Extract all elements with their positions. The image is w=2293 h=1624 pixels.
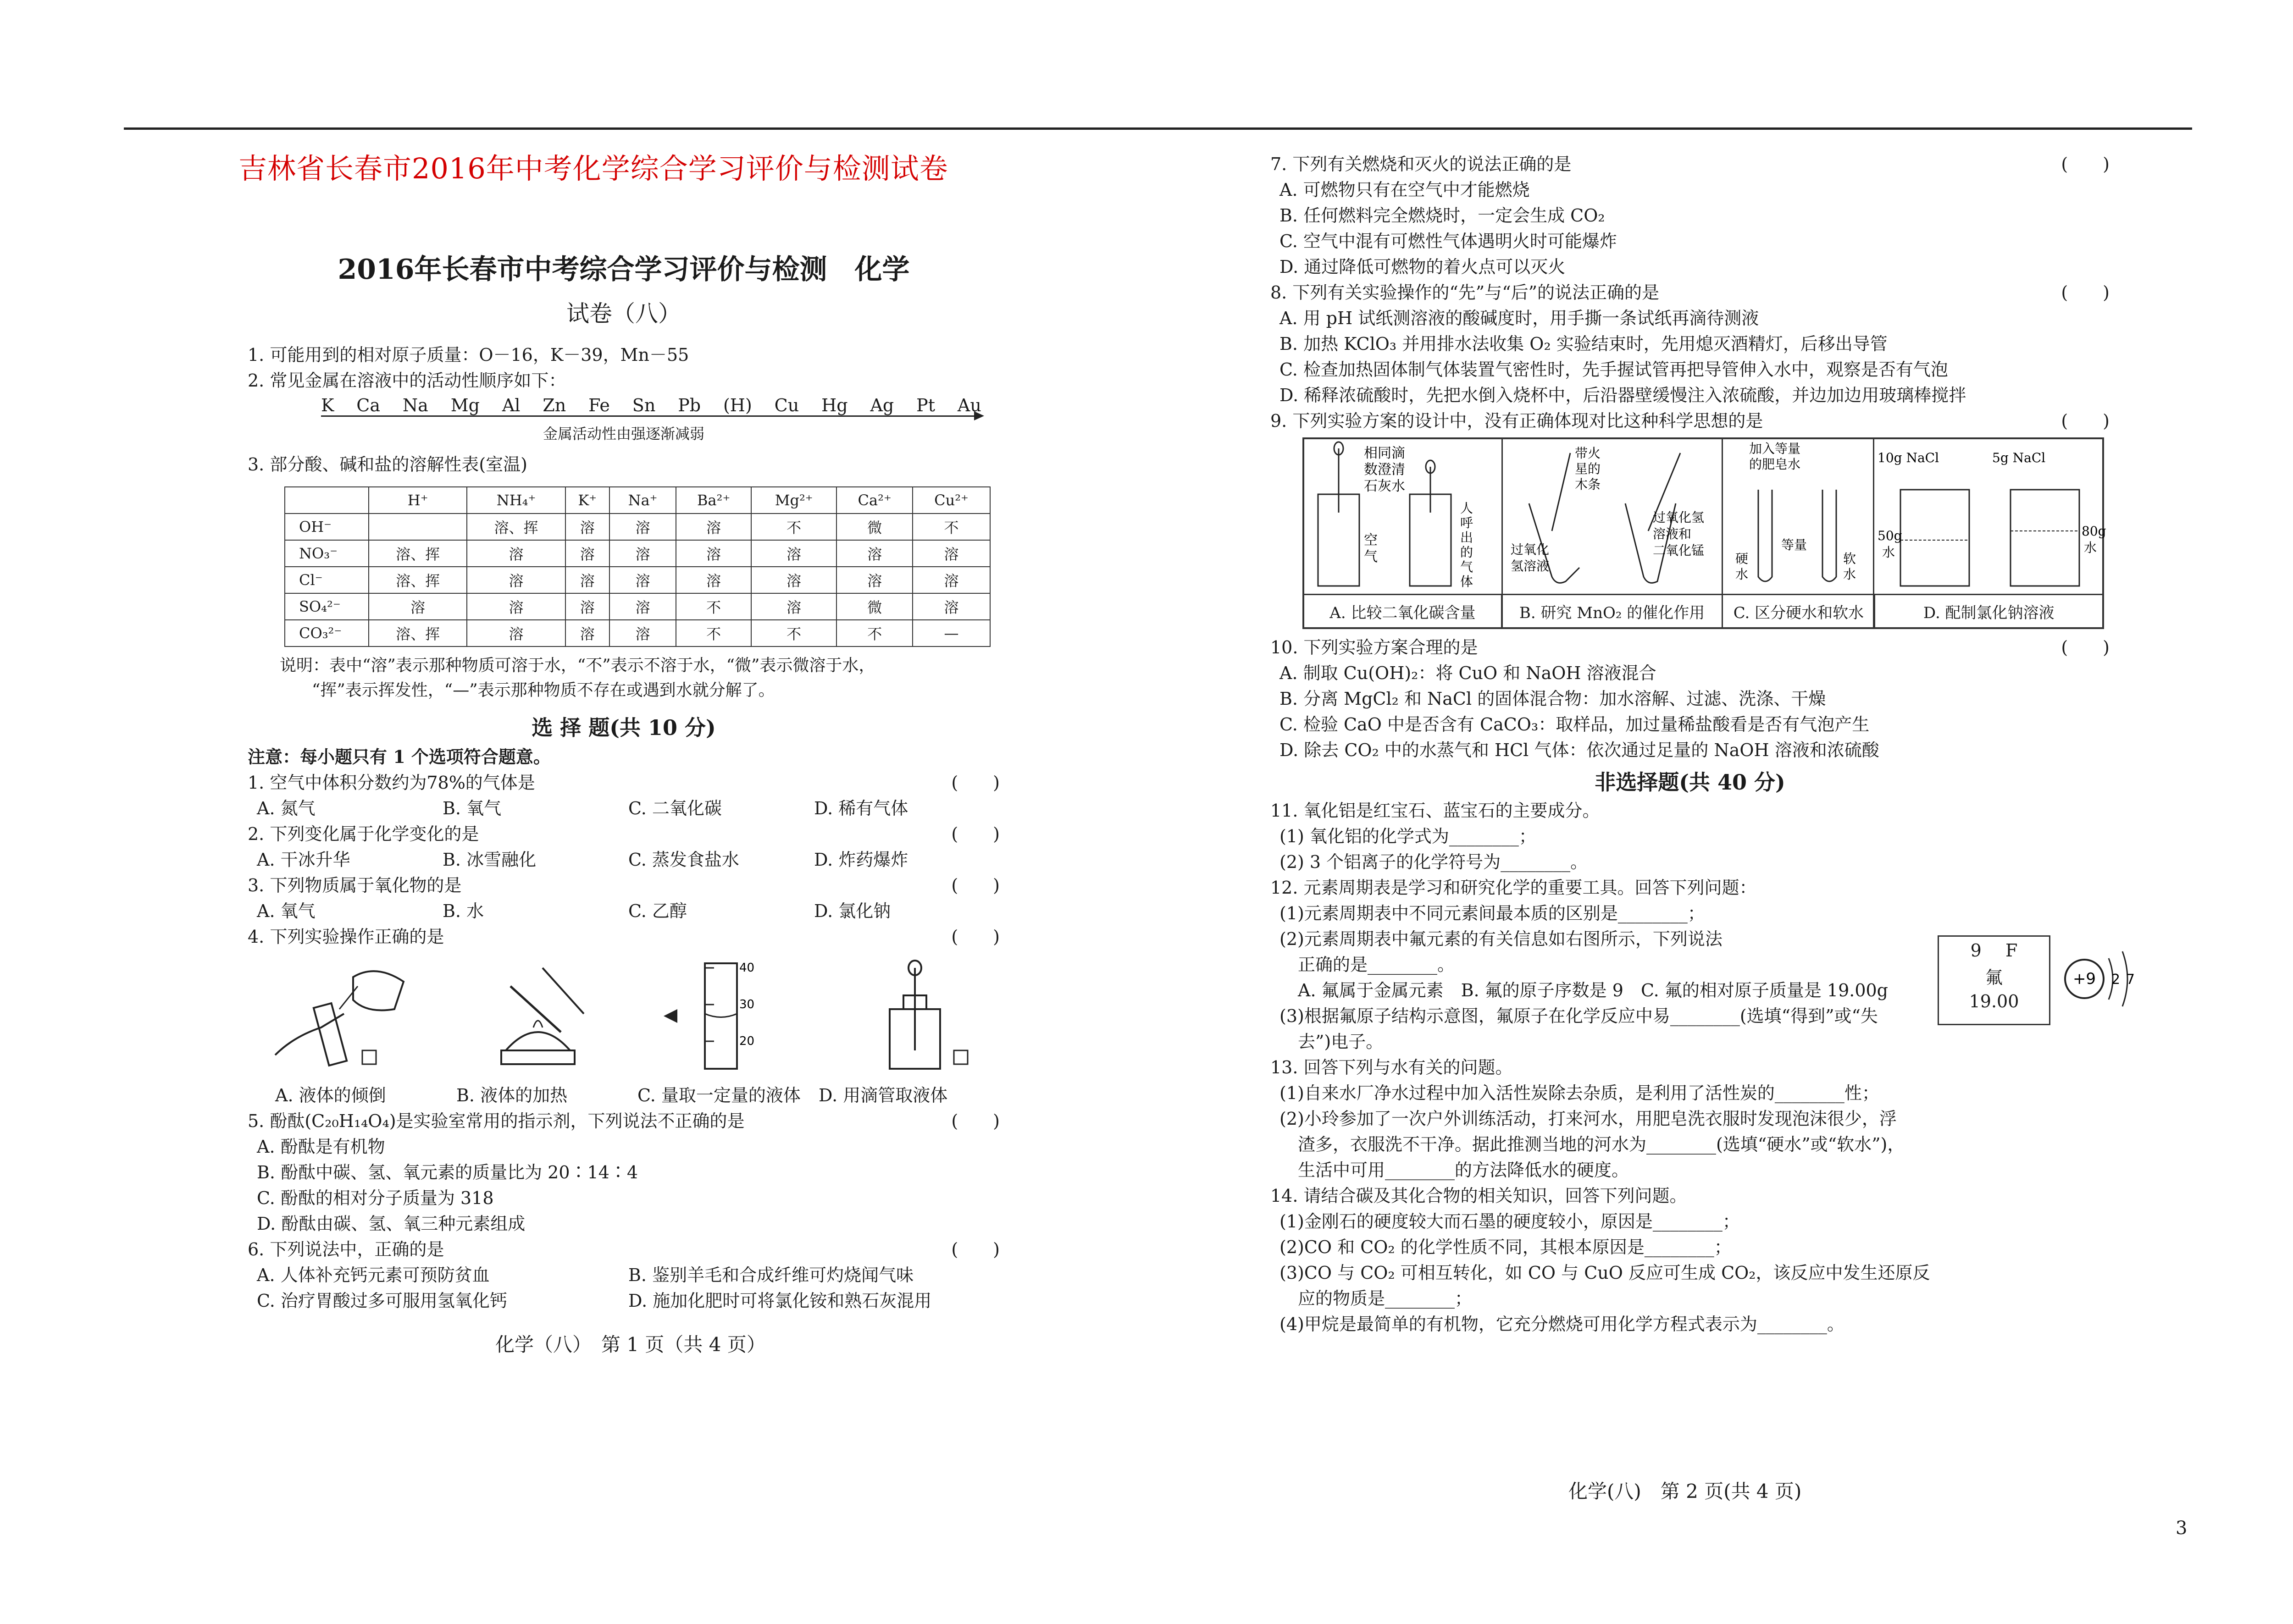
option: B. 分离 MgCl₂ 和 NaCl 的固体混合物：加水溶解、过滤、洗涤、干燥: [1279, 689, 1826, 709]
table-cell: OH⁻: [285, 514, 369, 540]
shell-1-electrons: 2: [2111, 972, 2121, 988]
element-symbol: F: [2005, 940, 2018, 961]
question-stem: 6. 下列说法中，正确的是: [248, 1239, 444, 1259]
page-2: [1270, 151, 2110, 1337]
table-cell: 溶: [609, 514, 676, 540]
table-cell: Na⁺: [609, 487, 676, 514]
table-note-line: “挥”表示挥发性，“—”表示那种物质不存在或遇到水就分解了。: [312, 681, 775, 700]
table-cell: 溶: [676, 567, 751, 593]
caption: A. 比较二氧化碳含量: [1304, 595, 1502, 627]
nacl-solution-figure: [1873, 439, 2106, 595]
table-cell: 溶: [565, 567, 609, 593]
table-cell: 溶: [467, 593, 565, 620]
option: C. 蒸发食盐水: [628, 850, 739, 870]
question-stem: 9. 下列实验方案的设计中，没有正确体现对比这种科学思想的是: [1270, 411, 1763, 431]
table-cell: 溶: [609, 593, 676, 620]
question-7: [1270, 151, 2110, 177]
table-note: [248, 653, 1000, 703]
sub-question: (1)自来水厂净水过程中加入活性炭除去杂质，是利用了活性炭的________性；: [1279, 1083, 1879, 1103]
table-cell: 溶: [565, 514, 609, 540]
table-cell: 溶: [676, 540, 751, 567]
table-cell: 不: [751, 514, 836, 540]
dropper-figure: [835, 959, 1000, 1073]
option: D. 施加化肥时可将氯化铵和熟石灰混用: [628, 1291, 932, 1311]
nonchoice-section-title: 非选择题(共 40 分): [1595, 770, 1785, 795]
figure-label: 数澄清: [1364, 462, 1405, 478]
question-stem: 4. 下列实验操作正确的是: [248, 927, 444, 947]
table-cell: NO₃⁻: [285, 540, 369, 567]
metal: Ca: [356, 395, 381, 415]
table-cell: 不: [913, 514, 990, 540]
option: A. 可燃物只有在空气中才能燃烧: [1279, 180, 1530, 200]
metal: Sn: [632, 395, 656, 415]
question-4-options: [248, 1083, 1000, 1108]
table-cell: Mg²⁺: [751, 487, 836, 514]
sub-question: 正确的是________。: [1298, 955, 1455, 975]
option: D. 通过降低可燃物的着火点可以灭火: [1279, 257, 1566, 277]
figure-label: 体: [1460, 574, 1473, 589]
question-1-options: [248, 795, 1000, 821]
sub-question: (1)金刚石的硬度较大而石墨的硬度较小，原因是________；: [1279, 1211, 1740, 1232]
caption: B. 研究 MnO₂ 的催化作用: [1502, 595, 1723, 627]
element-card-top: [1939, 940, 2049, 961]
question-stem: 3. 下列物质属于氧化物的是: [248, 875, 462, 895]
figure-label: 溶液和: [1653, 526, 1692, 541]
choice-section-title: 选 择 题(共 10 分): [532, 715, 716, 740]
metal: Ag: [870, 395, 894, 415]
answer-blank[interactable]: ( ): [951, 824, 1000, 844]
series-note: 金属活动性由强逐渐减弱: [543, 425, 704, 442]
option: D. 氯化钠: [814, 901, 891, 921]
table-row: [285, 514, 990, 540]
answer-blank[interactable]: ( ): [951, 927, 1000, 947]
option: D. 炸药爆炸: [814, 850, 908, 870]
page-footer: 化学(八) 第 2 页(共 4 页): [1568, 1480, 1802, 1502]
figure-label: 硬: [1735, 551, 1749, 566]
option: A. 人体补充钙元素可预防贫血: [257, 1265, 490, 1285]
sub-question: A. 氟属于金属元素 B. 氟的原子序数是 9 C. 氟的相对原子质量是 19.00g: [1298, 980, 1889, 1000]
question-stem: 2. 下列变化属于化学变化的是: [248, 824, 479, 844]
question-3-options: [248, 898, 1000, 924]
question-4-figures: [248, 950, 1000, 1083]
figure-label: 水: [1843, 567, 1856, 582]
option: C. 二氧化碳: [628, 798, 722, 818]
table-cell: Ba²⁺: [676, 487, 751, 514]
answer-blank[interactable]: ( ): [2061, 411, 2110, 431]
question-2: [248, 821, 1000, 847]
option: C. 空气中混有可燃性气体遇明火时可能爆炸: [1279, 231, 1617, 251]
question-stem: 10. 下列实验方案合理的是: [1270, 637, 1478, 657]
table-cell: 溶: [609, 540, 676, 567]
sub-question: (1)元素周期表中不同元素间最本质的区别是________；: [1279, 903, 1705, 923]
table-cell: 溶: [565, 620, 609, 646]
figure-label: 加入等量: [1749, 441, 1801, 456]
answer-blank[interactable]: ( ): [2061, 637, 2110, 657]
question-stem: 5. 酚酞(C₂₀H₁₄O₄)是实验室常用的指示剂，下列说法不正确的是: [248, 1111, 745, 1131]
table-cell: 溶、挥: [369, 540, 467, 567]
figure-label: 人: [1460, 501, 1473, 516]
metal: K: [321, 395, 334, 415]
table-cell: 溶: [369, 593, 467, 620]
figure-label: 氢溶液: [1511, 558, 1550, 574]
table-cell: 溶: [565, 540, 609, 567]
question-12: 12. 元素周期表是学习和研究化学的重要工具。回答下列问题：: [1270, 878, 1757, 898]
answer-blank[interactable]: ( ): [951, 1111, 1000, 1131]
option: B. 液体的加热: [456, 1085, 568, 1105]
metal: Pt: [916, 395, 935, 415]
sub-question: 渣多，衣服洗不干净。据此推测当地的河水为________(选填“硬水”或“软水”)，: [1298, 1134, 1905, 1154]
table-cell: SO₄²⁻: [285, 593, 369, 620]
question-stem: 1. 空气中体积分数约为78%的气体是: [248, 773, 535, 793]
metal: Zn: [543, 395, 566, 415]
table-cell: 溶、挥: [369, 620, 467, 646]
option: A. 液体的倾倒: [275, 1085, 386, 1105]
figure-label: 等量: [1781, 537, 1807, 552]
table-row: [285, 620, 990, 646]
table-cell: [285, 487, 369, 514]
sub-question: (3)CO 与 CO₂ 可相互转化，如 CO 与 CuO 反应可生成 CO₂，该反应中发生还原反: [1279, 1263, 1930, 1283]
option: C. 乙醇: [628, 901, 687, 921]
page-1: [248, 238, 1000, 1314]
sub-question: (2)元素周期表中氟元素的有关信息如右图所示，下列说法: [1279, 929, 1723, 949]
figure-label: 水: [1882, 545, 1895, 560]
sub-question: (2)CO 和 CO₂ 的化学性质不同，其根本原因是________；: [1279, 1237, 1732, 1257]
table-cell: 溶: [751, 593, 836, 620]
option: B. 冰雪融化: [443, 850, 537, 870]
option: B. 加热 KClO₃ 并用排水法收集 O₂ 实验结束时，先用熄灭酒精灯，后移出导管: [1279, 334, 1888, 354]
option: B. 酚酞中碳、氢、氧元素的质量比为 20∶14∶4: [257, 1162, 638, 1182]
option: C. 检验 CaO 中是否含有 CaCO₃：取样品，加过量稀盐酸看是否有气泡产生: [1279, 714, 1870, 735]
table-cell: 微: [836, 593, 913, 620]
option: C. 检查加热固体制气体装置气密性时，先手握试管再把导管伸入水中，观察是否有气泡: [1279, 359, 1948, 380]
option: D. 除去 CO₂ 中的水蒸气和 HCl 气体：依次通过足量的 NaOH 溶液和浓硫酸: [1279, 740, 1879, 760]
scale-label: 40: [739, 961, 754, 975]
option: B. 鉴别羊毛和合成纤维可灼烧闻气味: [628, 1265, 914, 1285]
sub-question: (3)根据氟原子结构示意图，氟原子在化学反应中易________(选填“得到”或“失: [1279, 1006, 1878, 1026]
figure-label: 带火: [1575, 446, 1601, 461]
scale-label: 30: [739, 998, 754, 1011]
table-cell: 溶: [676, 514, 751, 540]
option: C. 治疗胃酸过多可服用氢氧化钙: [257, 1291, 507, 1311]
sub-question: (2) 3 个铝离子的化学符号为________。: [1279, 852, 1588, 872]
table-cell: 微: [836, 514, 913, 540]
figure-label: 星的: [1575, 461, 1601, 476]
heating-liquid-figure: [455, 959, 620, 1073]
table-cell: 不: [751, 620, 836, 646]
exam-title: 2016年长春市中考综合学习评价与检测 化学: [338, 254, 910, 286]
table-row: [285, 593, 990, 620]
table-cell: 不: [676, 593, 751, 620]
question-10: [1270, 635, 2110, 660]
table-cell: 溶: [467, 567, 565, 593]
co2-compare-figure: [1304, 439, 1501, 595]
activity-series: [248, 395, 1000, 415]
table-cell: NH₄⁺: [467, 487, 565, 514]
table-cell: 溶: [609, 620, 676, 646]
table-cell: 溶: [751, 540, 836, 567]
question-stem: 8. 下列有关实验操作的“先”与“后”的说法正确的是: [1270, 282, 1660, 303]
table-cell: 溶: [913, 567, 990, 593]
option: D. 稀释浓硫酸时，先把水倒入烧杯中，后沿器壁缓慢注入浓硫酸，并边加边用玻璃棒搅拌: [1279, 385, 1966, 405]
table-cell: 不: [676, 620, 751, 646]
question-2-options: [248, 847, 1000, 873]
figure-label: 50g: [1878, 528, 1902, 543]
shell-2-electrons: 7: [2126, 972, 2135, 988]
table-cell: [369, 514, 467, 540]
intro-3: 3. 部分酸、碱和盐的溶解性表(室温): [248, 454, 527, 475]
page-number: 3: [2176, 1518, 2188, 1539]
option: A. 酚酞是有机物: [257, 1137, 385, 1157]
sub-question: 应的物质是________；: [1298, 1288, 1473, 1309]
table-header-row: [285, 487, 990, 514]
figure-label: 空: [1364, 532, 1378, 548]
figure-label: 气: [1460, 559, 1473, 574]
option: A. 氧气: [257, 901, 316, 921]
intro-2: 2. 常见金属在溶液中的活动性顺序如下：: [248, 370, 566, 391]
experiment-captions: [1304, 594, 2102, 627]
figure-label: 80g: [2082, 524, 2106, 539]
option: A. 制取 Cu(OH)₂：将 CuO 和 NaOH 溶液混合: [1279, 663, 1656, 683]
sub-question: 生活中可用________的方法降低水的硬度。: [1298, 1160, 1629, 1180]
option: B. 氧气: [443, 798, 502, 818]
answer-blank[interactable]: ( ): [951, 773, 1000, 793]
table-cell: Cl⁻: [285, 567, 369, 593]
question-14: 14. 请结合碳及其化合物的相关知识，回答下列问题。: [1270, 1186, 1687, 1206]
question-6-options: [248, 1262, 1000, 1288]
series-arrow: [321, 415, 981, 420]
sub-question: (2)小玲参加了一次户外训练活动，打来河水，用肥皂洗衣服时发现泡沫很少，浮: [1279, 1109, 1897, 1129]
metal: Na: [402, 395, 428, 415]
caption: C. 区分硬水和软水: [1723, 595, 1875, 627]
question-1: [248, 770, 1000, 795]
table-cell: Cu²⁺: [913, 487, 990, 514]
sub-question: (4)甲烷是最简单的有机物，它充分燃烧可用化学方程式表示为________。: [1279, 1314, 1844, 1334]
fluorine-atom-diagram: [2059, 935, 2137, 1022]
table-cell: K⁺: [565, 487, 609, 514]
table-cell: —: [913, 620, 990, 646]
option: C. 酚酞的相对分子质量为 318: [257, 1188, 494, 1208]
table-cell: 溶: [565, 593, 609, 620]
caption: D. 配制氯化钠溶液: [1923, 603, 2055, 622]
figure-label: 呼: [1460, 515, 1473, 530]
answer-blank[interactable]: ( ): [2061, 282, 2110, 303]
figure-label: 水: [2084, 540, 2097, 555]
figure-label: 的: [1460, 545, 1473, 560]
table-cell: CO₃²⁻: [285, 620, 369, 646]
figure-label: 二氧化锰: [1653, 543, 1705, 558]
figure-label: 过氧化: [1511, 542, 1550, 557]
figure-label: 水: [1735, 567, 1749, 582]
table-cell: 溶: [467, 540, 565, 567]
answer-blank[interactable]: ( ): [2061, 154, 2110, 174]
nucleus-charge: +9: [2072, 970, 2096, 988]
figure-label: 出: [1460, 530, 1473, 545]
figure-label: 5g NaCl: [1992, 450, 2046, 465]
question-9: [1270, 408, 2110, 434]
question-8: [1270, 280, 2110, 305]
table-cell: 溶: [913, 540, 990, 567]
mno2-catalyst-figure: [1501, 439, 1722, 595]
element-name: 氟: [1985, 967, 2003, 988]
table-note-line: 说明：表中“溶”表示那种物质可溶于水，“不”表示不溶于水，“微”表示微溶于水，: [280, 656, 875, 675]
option: A. 氮气: [257, 798, 316, 818]
experiment-figure-box: [1302, 437, 2104, 629]
table-cell: 溶: [913, 593, 990, 620]
table-cell: 溶: [836, 540, 913, 567]
figure-label: 木条: [1575, 477, 1601, 492]
metal: Cu: [774, 395, 799, 415]
metal: Mg: [450, 395, 480, 415]
table-row: [285, 540, 990, 567]
figure-label: 软: [1843, 551, 1856, 566]
atomic-mass: 19.00: [1969, 991, 2019, 1011]
question-4: [248, 924, 1000, 950]
question-11: 11. 氧化铝是红宝石、蓝宝石的主要成分。: [1270, 801, 1600, 821]
question-6-options: [248, 1288, 1000, 1314]
option: D. 用滴管取液体: [819, 1085, 948, 1105]
option: C. 量取一定量的液体: [637, 1085, 801, 1105]
intro-1: 1. 可能用到的相对原子质量：O－16，K－39，Mn－55: [248, 345, 689, 365]
choice-notice: 注意：每小题只有 1 个选项符合题意。: [248, 746, 551, 767]
question-6: [248, 1237, 1000, 1262]
element-card-fluorine: [1938, 935, 2050, 1025]
table-row: [285, 567, 990, 593]
metal: (H): [723, 395, 752, 415]
question-5: [248, 1108, 1000, 1134]
figure-label: 石灰水: [1364, 478, 1405, 494]
table-cell: 溶: [751, 567, 836, 593]
option: A. 用 pH 试纸测溶液的酸碱度时，用手撕一条试纸再滴待测液: [1279, 308, 1759, 328]
pouring-liquid-figure: [266, 959, 431, 1073]
sub-question: 去”)电子。: [1298, 1032, 1384, 1052]
table-cell: 溶: [609, 567, 676, 593]
table-cell: 溶: [467, 620, 565, 646]
metal: Hg: [821, 395, 848, 415]
metal: Au: [957, 395, 981, 415]
option: B. 任何燃料完全燃烧时，一定会生成 CO₂: [1279, 205, 1605, 226]
option: A. 干冰升华: [257, 850, 350, 870]
question-13: 13. 回答下列与水有关的问题。: [1270, 1057, 1513, 1077]
question-3: [248, 873, 1000, 898]
metal: Pb: [678, 395, 701, 415]
figure-label: 相同滴: [1364, 445, 1405, 461]
table-cell: 溶: [836, 567, 913, 593]
sub-question: (1) 氧化铝的化学式为________；: [1279, 826, 1536, 846]
option: D. 酚酞由碳、氢、氧三种元素组成: [257, 1214, 526, 1234]
figure-label: 过氧化氢: [1653, 510, 1705, 525]
exam-subtitle: 试卷（八）: [566, 300, 681, 327]
figure-label: 的肥皂水: [1749, 457, 1801, 472]
option: B. 水: [443, 901, 484, 921]
atomic-number: 9: [1970, 940, 1982, 961]
page-footer: 化学（八） 第 1 页（共 4 页）: [495, 1333, 766, 1356]
graduated-cylinder-figure: [645, 959, 810, 1073]
metal: Al: [502, 395, 521, 415]
table-cell: 溶、挥: [369, 567, 467, 593]
option: D. 稀有气体: [814, 798, 908, 818]
figure-label: 10g NaCl: [1878, 450, 1939, 465]
top-rule: [124, 127, 2192, 130]
solubility-table: [284, 486, 991, 647]
figure-label: 气: [1364, 549, 1378, 565]
table-cell: H⁺: [369, 487, 467, 514]
metal: Fe: [588, 395, 610, 415]
table-cell: 不: [836, 620, 913, 646]
hard-soft-water-figure: [1722, 439, 1873, 595]
answer-blank[interactable]: ( ): [951, 1239, 1000, 1259]
question-stem: 7. 下列有关燃烧和灭火的说法正确的是: [1270, 154, 1572, 174]
table-cell: Ca²⁺: [836, 487, 913, 514]
document-title: 吉林省长春市2016年中考化学综合学习评价与检测试卷: [238, 152, 948, 185]
answer-blank[interactable]: ( ): [951, 875, 1000, 895]
table-cell: 溶、挥: [467, 514, 565, 540]
scale-label: 20: [739, 1034, 754, 1048]
